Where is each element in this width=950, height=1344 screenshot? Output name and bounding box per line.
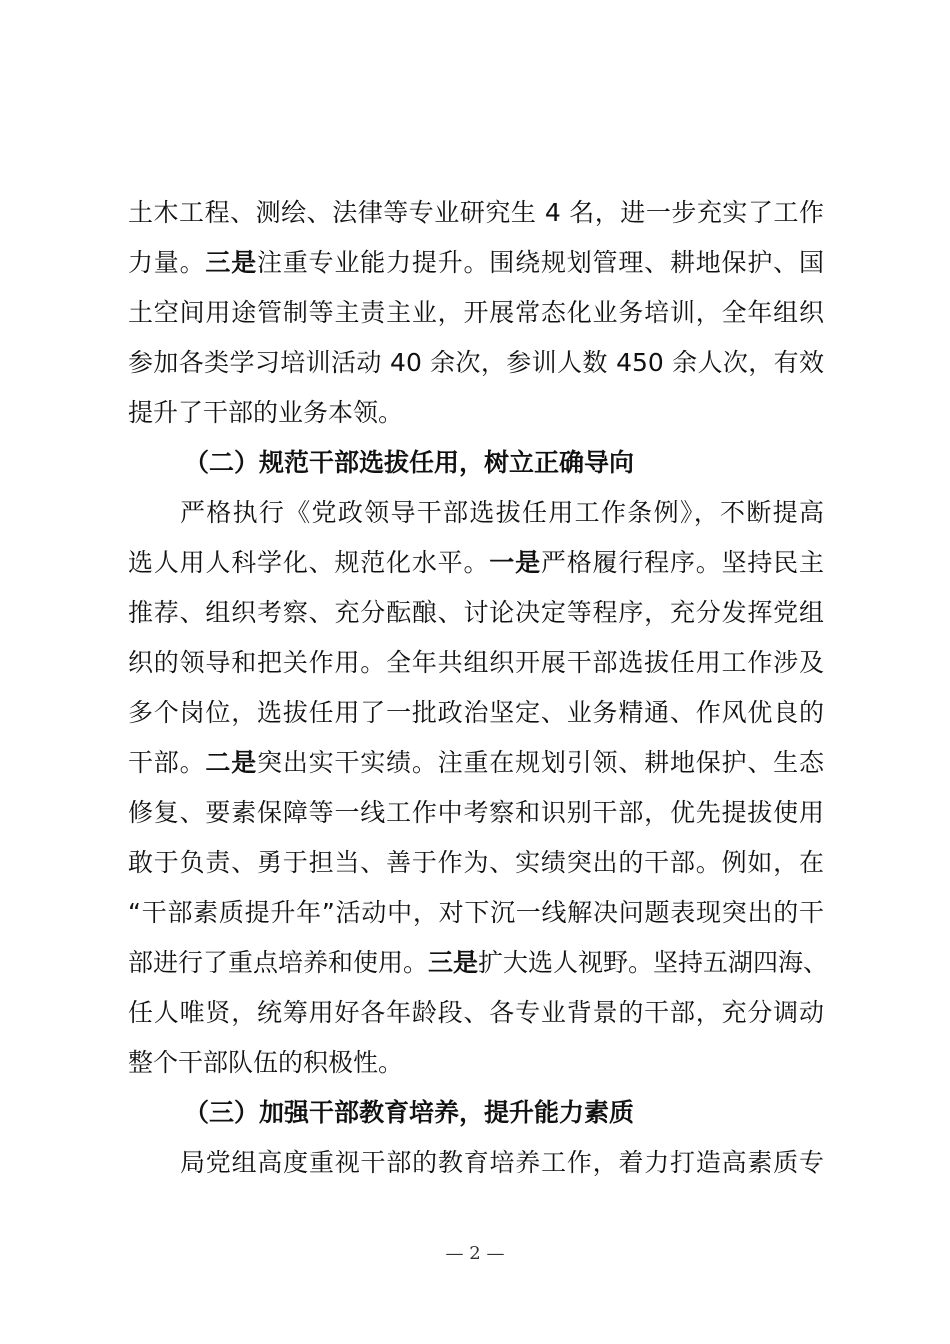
- bold-text: 二是: [205, 748, 258, 777]
- text: 力量。: [128, 248, 206, 277]
- paragraph-line: [128, 638, 824, 688]
- text: 任人唯贤，统筹用好各年龄段、各专业背景的干部，充分调动: [128, 998, 824, 1027]
- paragraph-line: [128, 488, 824, 538]
- paragraph-line: [128, 688, 824, 738]
- text: 严格执行《党政领导干部选拔任用工作条例》，不断提高: [180, 498, 824, 527]
- text: 扩大选人视野。坚持五湖四海、: [478, 948, 829, 977]
- paragraph-line: [128, 288, 824, 338]
- paragraph-line: [128, 188, 824, 238]
- paragraph-line: [128, 888, 824, 938]
- text: 注重专业能力提升。围绕规划管理、耕地保护、国: [257, 248, 824, 277]
- section-heading: [128, 438, 824, 488]
- text: 局党组高度重视干部的教育培养工作，着力打造高素质专: [180, 1148, 824, 1177]
- text: 干部。: [128, 748, 206, 777]
- paragraph-line: [128, 538, 824, 588]
- paragraph-line: [128, 388, 824, 438]
- text: 提升了干部的业务本领。: [128, 398, 404, 427]
- text: “干部素质提升年”活动中，对下沉一线解决问题表现突出的干: [128, 898, 824, 927]
- text: 整个干部队伍的积极性。: [128, 1048, 404, 1077]
- paragraph-line: [128, 938, 829, 988]
- paragraph-line: [128, 588, 824, 638]
- bold-text: 一是: [489, 548, 541, 577]
- text: 修复、要素保障等一线工作中考察和识别干部，优先提拔使用: [128, 798, 824, 827]
- paragraph-line: [128, 738, 824, 788]
- text: 土木工程、测绘、法律等专业研究生 4 名，进一步充实了工作: [128, 198, 824, 227]
- text: 突出实干实绩。注重在规划引领、耕地保护、生态: [257, 748, 824, 777]
- paragraph-line: [128, 788, 824, 838]
- heading-text: （三）加强干部教育培养，提升能力素质: [184, 1098, 635, 1127]
- paragraph-line: [128, 1138, 824, 1188]
- text: 部进行了重点培养和使用。: [128, 948, 429, 977]
- paragraph-line: [128, 338, 824, 388]
- paragraph-line: [128, 988, 824, 1038]
- bold-text: 三是: [205, 248, 258, 277]
- text: 参加各类学习培训活动 40 余次，参训人数 450 余人次，有效: [128, 348, 824, 377]
- text: 土空间用途管制等主责主业，开展常态化业务培训，全年组织: [128, 298, 824, 327]
- heading-text: （二）规范干部选拔任用，树立正确导向: [184, 448, 635, 477]
- document-body: [128, 188, 829, 1188]
- text: 敢于负责、勇于担当、善于作为、实绩突出的干部。例如，在: [128, 848, 824, 877]
- text: 严格履行程序。坚持民主: [540, 548, 824, 577]
- bold-text: 三是: [428, 948, 479, 977]
- text: 织的领导和把关作用。全年共组织开展干部选拔任用工作涉及: [128, 648, 824, 677]
- text: 多个岗位，选拔任用了一批政治坚定、业务精通、作风优良的: [128, 698, 824, 727]
- text: 选人用人科学化、规范化水平。: [128, 548, 490, 577]
- paragraph-line: [128, 1038, 824, 1088]
- paragraph-line: [128, 838, 824, 888]
- text: 推荐、组织考察、充分酝酿、讨论决定等程序，充分发挥党组: [128, 598, 824, 627]
- page-number: — 2 —: [445, 1243, 505, 1264]
- paragraph-line: [128, 238, 824, 288]
- section-heading: [128, 1088, 824, 1138]
